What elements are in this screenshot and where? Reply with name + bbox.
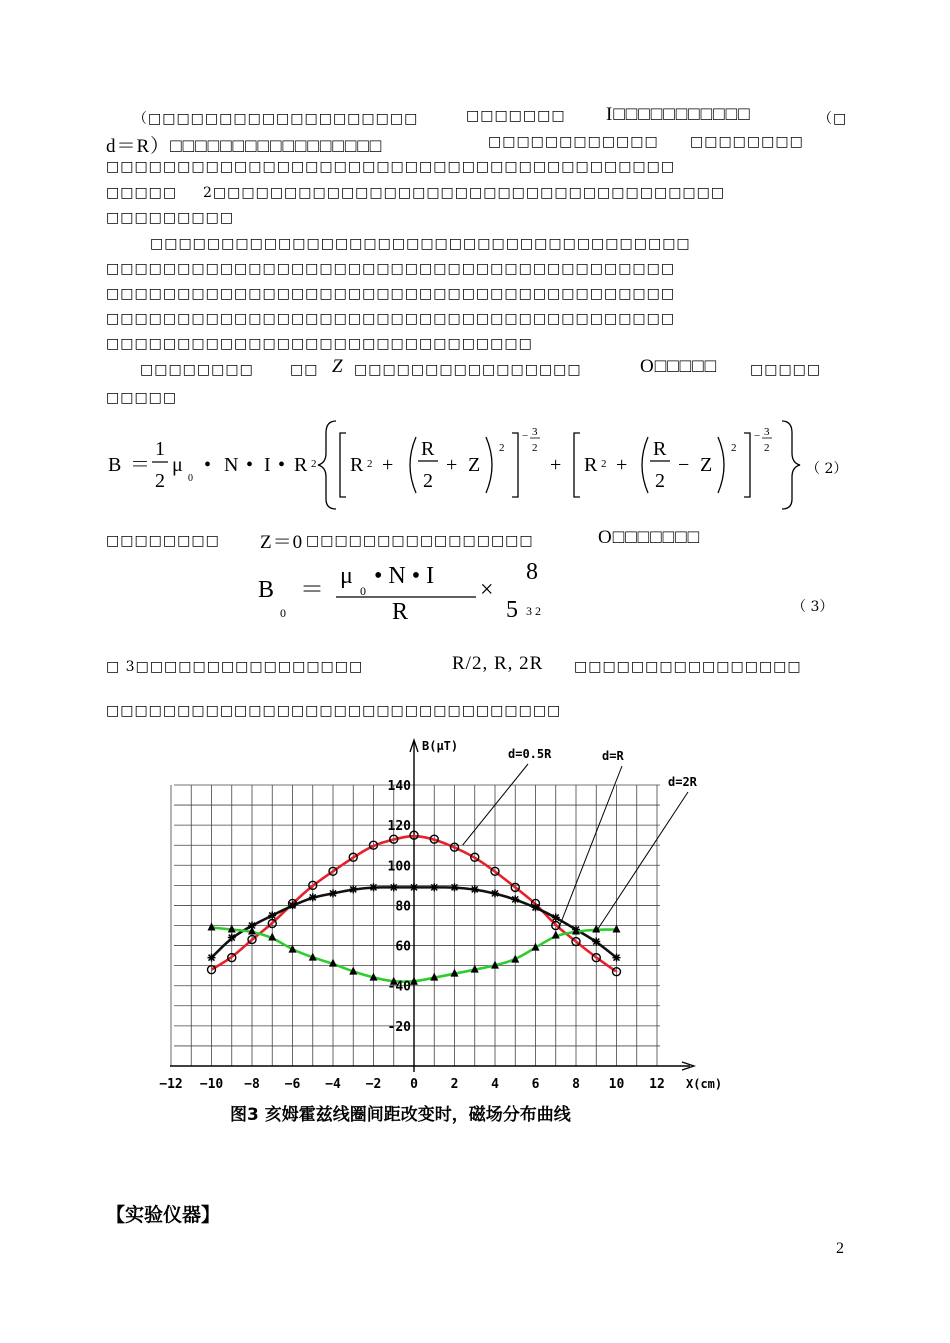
data-point-star: [228, 934, 236, 942]
eq2-z-b: Z: [700, 454, 713, 476]
eq2-half-den: 2: [155, 470, 165, 492]
point-o: O□□□□□: [640, 356, 718, 377]
y-tick-label: 120: [387, 819, 411, 835]
data-point-star: [451, 883, 459, 891]
eq2-half-num: 1: [155, 438, 165, 460]
page-number: 2: [836, 1240, 844, 1257]
data-point-star: [491, 889, 499, 897]
eq3-frac2-den-exp: 3 2: [526, 604, 541, 618]
p1-line1c: [606, 104, 751, 126]
eq3-lhs-sub: 0: [280, 606, 286, 620]
current-i: I□□□□□□□□□□□: [606, 104, 751, 125]
p4-seg: □□□□□□□□: [106, 533, 220, 549]
p1-line2b: [488, 134, 659, 150]
eq2-r-a: R: [350, 454, 364, 476]
eq2-r: R: [294, 454, 308, 476]
y-tick-label: 80: [395, 899, 411, 915]
y-tick-label: 100: [387, 859, 411, 875]
series-label: d=0.5R: [508, 747, 552, 761]
y-tick-label: 60: [395, 939, 411, 955]
y-axis-label: B(μT): [422, 739, 459, 753]
p5-line1c: [574, 659, 802, 675]
eq2-plus-a: +: [382, 454, 394, 476]
p1-seg: □□□□□□□□: [690, 134, 804, 150]
p1-line1: [133, 108, 418, 128]
x-tick-label: 0: [410, 1077, 418, 1092]
d-equals-r: d＝R）□□□□□□□□□□□□□□□□□: [106, 136, 383, 157]
equation-3: [250, 555, 570, 630]
eq2-exp-sign-b: −: [754, 430, 761, 442]
p2-line2: [106, 261, 675, 277]
annotation-leader: [596, 792, 688, 932]
p4-line1: [106, 533, 220, 549]
p1-seg: 2□□□□□□□□□□□□□□□□□□□□□□□□□□□□□□□□□□□□: [203, 185, 726, 201]
p2-line4: [106, 311, 675, 327]
eq2-r-a-sq: 2: [367, 458, 373, 470]
p2-seg: □□□□□□□□□□□□□□□□□□□□□□□□□□□□□□□□□□□□□□: [150, 236, 691, 252]
p1-seg: □□□□□□□□□□□□: [488, 134, 659, 150]
p2-seg: □□□□□□□□□□□□□□□□□□□□□□□□□□□□□□: [106, 336, 533, 352]
eq2-plus-d: +: [616, 454, 628, 476]
x-tick-label: 8: [572, 1077, 580, 1092]
x-axis-label: X(cm): [686, 1077, 723, 1091]
eq2-two-b: 2: [423, 470, 433, 492]
eq3-frac2-num: 8: [526, 559, 538, 585]
eq2-mu-sub: 0: [188, 473, 193, 484]
eq2-r-sq: 2: [311, 458, 317, 470]
p3-line2: [106, 390, 177, 406]
series-label: d=R: [602, 749, 624, 763]
eq2-dot1: •: [204, 454, 212, 476]
p6-line1: [106, 703, 561, 719]
p5-seg: □□□□□□□□□□□□□□□□: [574, 659, 802, 675]
p3-line1b: [290, 362, 318, 378]
eq2-r-c: R: [584, 454, 598, 476]
eq3-number: （ 3）: [792, 599, 834, 615]
series-label: d=2R: [668, 775, 697, 789]
p3-seg: □□□□□□□□□□□□□□□□: [354, 362, 582, 378]
p1-line1b: [466, 108, 566, 124]
eq2-equals: ＝: [130, 454, 150, 476]
p1-line4b: [203, 185, 725, 201]
data-point-star: [552, 913, 560, 921]
x-tick-label: 12: [649, 1077, 665, 1092]
p3-line1d: [354, 362, 582, 378]
p5-line1: [106, 659, 363, 675]
eq2-mu: μ: [172, 454, 183, 476]
eq2-plus-b: +: [446, 454, 458, 476]
eq2-exp-den-b: 2: [764, 442, 770, 454]
p1-line5: [106, 210, 234, 226]
data-point-star: [471, 885, 479, 893]
p3-line1c: [332, 356, 344, 378]
point-o-2: O□□□□□□□: [598, 527, 701, 548]
x-tick-label: 10: [608, 1077, 625, 1092]
eq3-times: ×: [480, 577, 494, 603]
x-tick-label: −12: [159, 1077, 183, 1092]
eq2-z-a: Z: [468, 454, 481, 476]
chart-grid: [171, 785, 660, 1066]
chart-axes: [170, 740, 694, 1072]
eq2-sq-b: 2: [499, 442, 505, 454]
eq3-num-rest: • N • I: [374, 563, 435, 589]
p1-line4: [106, 185, 177, 201]
x-tick-label: −8: [244, 1077, 260, 1092]
data-point-star: [613, 954, 621, 962]
p2-seg: □□□□□□□□□□□□□□□□□□□□□□□□□□□□□□□□□□□□□□□□: [106, 286, 676, 302]
eq3-mu: μ: [340, 563, 353, 589]
p3-seg: □□: [290, 362, 319, 378]
p1-seg: （□: [818, 111, 848, 127]
data-point-star: [511, 895, 519, 903]
x-tick-label: 4: [491, 1077, 499, 1092]
p3-seg: □□□□□□□□: [140, 362, 254, 378]
y-tick-label: -20: [387, 1019, 411, 1035]
eq2-dot2: •: [246, 454, 254, 476]
y-tick-label: 140: [387, 779, 411, 794]
p4-line1b: [260, 527, 303, 554]
data-point-star: [349, 885, 357, 893]
p1-seg: □□□□□□□: [466, 108, 566, 124]
figure-3-chart: [150, 730, 730, 1130]
eq2-exp-den-a: 2: [532, 442, 538, 454]
p1-seg: □□□□□□□□□□□□□□□□□□□□□□□□□□□□□□□□□□□□□□□□: [106, 159, 676, 175]
p3-line1f: [750, 362, 821, 378]
x-tick-label: −2: [365, 1077, 382, 1092]
data-point-star: [289, 901, 297, 909]
eq2-number: （ 2）: [806, 461, 848, 477]
figure-caption: 图3 亥姆霍兹线圈间距改变时，磁场分布曲线: [230, 1105, 571, 1125]
eq2-plus-c: +: [550, 454, 562, 476]
eq2-minus: −: [678, 454, 690, 476]
data-point-star: [309, 893, 317, 901]
x-tick-label: −10: [199, 1077, 224, 1092]
eq2-r-d: R: [653, 438, 667, 460]
eq2-r-b: R: [421, 438, 435, 460]
x-tick-label: −6: [284, 1077, 301, 1092]
eq2-dot3: •: [278, 454, 286, 476]
p5-line1b: [452, 653, 543, 675]
p2-seg: □□□□□□□□□□□□□□□□□□□□□□□□□□□□□□□□□□□□□□□□: [106, 311, 676, 327]
annotation-leader: [560, 766, 622, 926]
z-equals-zero: Z＝0: [260, 532, 304, 553]
eq2-r-c-sq: 2: [601, 458, 607, 470]
p5-seg: □ 3□□□□□□□□□□□□□□□□: [106, 659, 364, 675]
eq2-lhs: B: [108, 454, 122, 476]
p4-line1c: [306, 533, 534, 549]
p1-seg: □□□□□: [106, 185, 178, 201]
eq2-exp-num-b: 3: [764, 426, 770, 438]
eq2-exp-num-a: 3: [532, 426, 538, 438]
equation-2: [100, 415, 840, 515]
z-var: Z: [332, 356, 344, 377]
p1-line2: [106, 131, 382, 158]
data-point-star: [208, 954, 216, 962]
p1-seg: □□□□□□□□□: [106, 210, 235, 226]
p2-line5: [106, 336, 533, 352]
eq3-mu-sub: 0: [360, 584, 366, 598]
data-point-star: [268, 911, 276, 919]
p3-seg: □□□□□: [106, 390, 178, 406]
eq3-equals: ＝: [300, 577, 324, 603]
eq2-exp-sign-a: −: [522, 430, 529, 442]
p1-line3: [106, 159, 675, 175]
eq2-n: N: [224, 454, 239, 476]
p2-seg: □□□□□□□□□□□□□□□□□□□□□□□□□□□□□□□□□□□□□□□□: [106, 261, 676, 277]
eq3-lhs: B: [258, 577, 275, 603]
x-tick-label: 2: [450, 1077, 459, 1092]
p3-line1: [140, 362, 254, 378]
data-point-star: [430, 883, 438, 891]
eq3-den: R: [392, 599, 409, 625]
data-point-star: [532, 903, 540, 911]
p3-line1e: [640, 356, 717, 378]
p4-seg: □□□□□□□□□□□□□□□□: [306, 533, 534, 549]
data-point-star: [370, 883, 378, 891]
eq2-two-d: 2: [655, 470, 665, 492]
p4-line1d: [598, 527, 700, 549]
data-point-star: [592, 938, 600, 946]
p6-seg: □□□□□□□□□□□□□□□□□□□□□□□□□□□□□□□□: [106, 703, 562, 719]
eq2-i: I: [264, 454, 271, 476]
spacings: R/2, R, 2R: [452, 653, 544, 674]
p2-line1: [150, 236, 691, 252]
eq3-frac2-den: 5: [506, 597, 518, 623]
x-tick-label: 6: [531, 1077, 540, 1092]
p1-line1d: [818, 108, 847, 128]
x-tick-label: −4: [325, 1077, 341, 1092]
eq2-sq-d: 2: [731, 442, 737, 454]
data-point-star: [410, 883, 418, 891]
y-tick-label: -40: [387, 979, 411, 995]
section-title-instruments: 【实验仪器】: [106, 1204, 221, 1226]
p3-seg: □□□□□: [750, 362, 822, 378]
p1-line2c: [690, 134, 804, 150]
p2-line3: [106, 286, 675, 302]
p1-seg: （□□□□□□□□□□□□□□□□□□□: [133, 111, 419, 127]
data-point-star: [329, 889, 337, 897]
data-point-star: [390, 883, 398, 891]
